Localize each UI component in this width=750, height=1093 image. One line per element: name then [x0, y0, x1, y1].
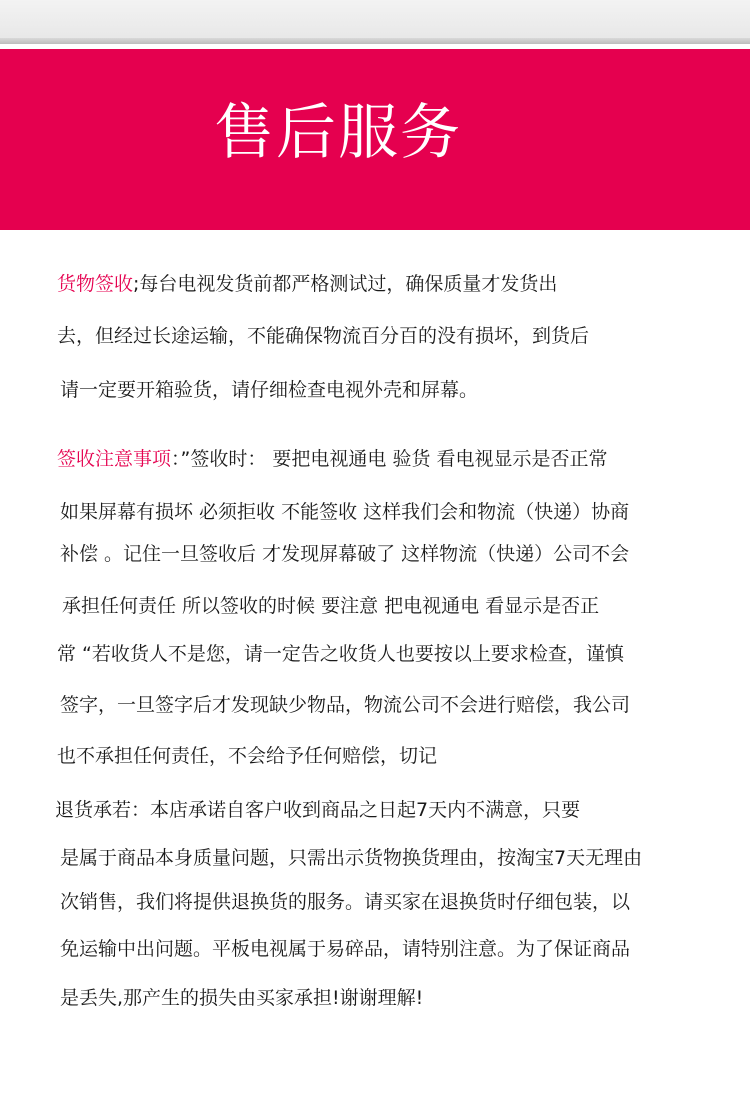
notice-heading: 签收注意事项 [57, 448, 172, 470]
notice-line: 常 “若收货人不是您，请一定告之收货人也要按以上要求检查，谨慎 [57, 643, 624, 665]
receipt-line: 去，但经过长途运输，不能确保物流百分百的没有损坏，到货后 [57, 325, 590, 347]
receipt-text: ;每台电视发货前都严格测试过，确保质量才发货出 [133, 273, 558, 295]
top-strip-shadow [0, 38, 750, 44]
page-title: 售后服务 [214, 98, 462, 168]
returns-line: 次销售，我们将提供退换货的服务。请买家在退换货时仔细包装，以 [60, 891, 631, 913]
receipt-line: 请一定要开箱验货，请仔细检查电视外壳和屏幕。 [60, 379, 479, 401]
receipt-line [57, 271, 557, 297]
returns-line: 免运输中出问题。平板电视属于易碎品，请特别注意。为了保证商品 [60, 938, 631, 960]
header-banner [0, 49, 750, 230]
returns-line: 退货承若：本店承诺自客户收到商品之日起7天内不满意，只要 [55, 799, 581, 821]
notice-line: 也不承担任何责任，不会给予任何赔偿，切记 [57, 745, 438, 767]
notice-line [57, 446, 607, 472]
notice-line: 承担任何责任 所以签收的时候 要注意 把电视通电 看显示是否正 [62, 595, 600, 617]
returns-line: 是丢失,那产生的损失由买家承担!谢谢理解! [60, 987, 424, 1009]
top-strip [0, 0, 750, 44]
notice-text: ：”签收时： 要把电视通电 验货 看电视显示是否正常 [171, 448, 608, 470]
notice-line: 补偿 。记住一旦签收后 才发现屏幕破了 这样物流（快递）公司不会 [60, 543, 630, 565]
returns-line: 是属于商品本身质量问题，只需出示货物换货理由，按淘宝7天无理由 [60, 847, 643, 869]
receipt-heading: 货物签收 [57, 273, 134, 295]
notice-line: 如果屏幕有损坏 必须拒收 不能签收 这样我们会和物流（快递）协商 [60, 501, 630, 523]
notice-line: 签字，一旦签字后才发现缺少物品，物流公司不会进行赔偿，我公司 [60, 694, 631, 716]
